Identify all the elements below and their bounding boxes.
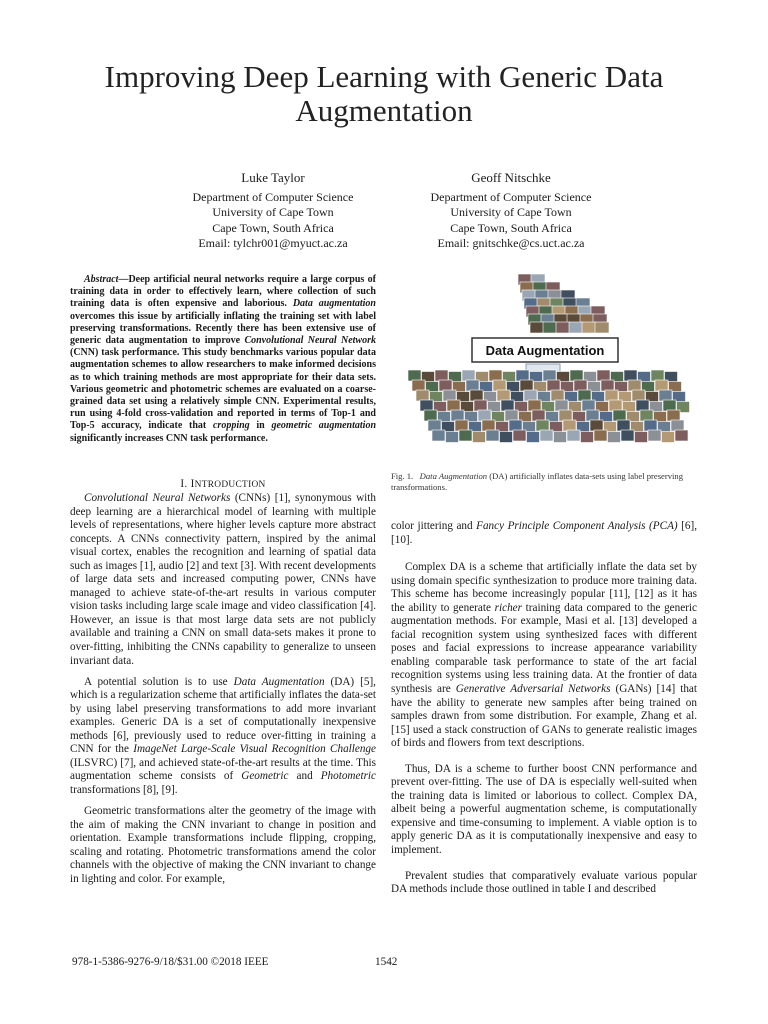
paragraph-text: Complex DA is a scheme that artificially inflate the data set by using domain specific synthesization to produce more training data. This scheme has become increasingly popular [11], [12] as it has the ability to generate	[391, 561, 697, 614]
author-location: Cape Town, South Africa	[450, 220, 572, 235]
author-department: Department of Computer Science	[192, 189, 354, 204]
abstract-term: Convolutional Neural Network	[244, 335, 376, 347]
image-thumbnail	[556, 322, 570, 333]
image-thumbnail	[663, 400, 676, 411]
image-thumbnail	[489, 370, 502, 381]
author-department: Department of Computer Science	[430, 189, 592, 204]
paragraph-text: (GANs) [14] that have the ability to generate new samples after being trained on samples drawn from some distribution. For example, Zhang et al. [15] used a stack construction of GANs to generate realistic images of birds and flowers from text descriptions.	[391, 683, 698, 750]
image-thumbnail	[586, 410, 599, 421]
image-thumbnail	[636, 400, 649, 411]
image-thumbnail	[597, 370, 610, 381]
section-title-rest: NTRODUCTION	[194, 480, 266, 490]
image-thumbnail	[470, 390, 483, 401]
section-number: I.	[180, 478, 191, 490]
author-name: Luke Taylor	[241, 170, 305, 185]
input-image-stack	[518, 274, 609, 333]
image-thumbnail	[609, 400, 622, 411]
paper-title: Improving Deep Learning with Generic Data Augmentation	[104, 59, 664, 128]
image-thumbnail	[567, 430, 580, 441]
paragraph: Thus, DA is a scheme to further boost CNN performance and prevent over-fitting. The use of DA is especially well-suited when the training data is limited or laborious to collect. Complex DA, albeit being a powerful augmentation scheme, is computationally expensive and time-consuming to implement. A viable option is to apply generic DA as it is computationally inexpensive and easy to implement.	[391, 762, 697, 857]
author-university: University of Cape Town	[450, 205, 572, 219]
paragraph-text: transformations [8], [9].	[70, 783, 178, 796]
author-name: Geoff Nitschke	[471, 170, 551, 185]
image-thumbnail	[594, 430, 607, 441]
italic-term: richer	[494, 601, 522, 614]
paragraph-text: A potential solution is to use	[84, 675, 234, 688]
image-thumbnail	[671, 420, 684, 431]
paragraph-text: (DA) [5], which is a regularization scheme that artificially inflates the data-set by using label preserving transformations to add more invariant examples. Generic DA is a set of computationally inexpensive methods [6], previously used to reduce over-fitting in training a CNN for the	[70, 675, 376, 756]
augmentation-illustration	[400, 270, 690, 450]
italic-term: Geometric	[241, 770, 289, 783]
image-thumbnail	[520, 380, 533, 391]
image-thumbnail	[459, 430, 472, 441]
image-thumbnail	[462, 370, 475, 381]
section-title-initial: I	[190, 478, 195, 490]
image-thumbnail	[613, 410, 626, 421]
image-thumbnail	[555, 400, 568, 411]
image-thumbnail	[446, 432, 459, 443]
image-thumbnail	[595, 322, 609, 333]
image-thumbnail	[513, 430, 526, 441]
author-block-1	[158, 170, 388, 252]
paragraph-text: color jittering and	[391, 520, 477, 532]
image-thumbnail	[466, 380, 479, 391]
image-thumbnail	[635, 432, 648, 443]
paragraph	[391, 520, 697, 547]
italic-term: Generative Adversarial Networks	[455, 683, 611, 696]
image-thumbnail	[581, 432, 594, 443]
image-thumbnail	[554, 432, 567, 443]
image-thumbnail	[582, 400, 595, 411]
abstract-label: Abstract	[84, 274, 119, 285]
image-thumbnail	[412, 380, 425, 391]
author-email: Email: tylchr001@myuct.ac.za	[198, 236, 348, 250]
image-thumbnail	[590, 420, 603, 431]
image-thumbnail	[536, 420, 549, 431]
abstract	[70, 274, 376, 445]
left-column-body	[70, 492, 376, 894]
image-thumbnail	[432, 430, 445, 441]
image-thumbnail	[624, 370, 637, 381]
image-thumbnail	[605, 390, 618, 401]
italic-term: Convolutional Neural Networks	[84, 492, 231, 504]
author-location: Cape Town, South Africa	[212, 220, 334, 235]
image-thumbnail	[478, 410, 491, 421]
image-thumbnail	[578, 390, 591, 401]
image-thumbnail	[408, 370, 421, 381]
image-thumbnail	[455, 420, 468, 431]
image-thumbnail	[527, 432, 540, 443]
italic-term: Photometric	[320, 770, 376, 783]
image-thumbnail	[563, 420, 576, 431]
image-thumbnail	[473, 432, 486, 443]
paragraph	[391, 561, 697, 751]
image-thumbnail	[570, 370, 583, 381]
paragraph-text: and	[288, 770, 321, 783]
abstract-term: geometric augmentation	[271, 420, 377, 432]
image-thumbnail	[530, 322, 544, 333]
image-thumbnail	[547, 380, 560, 391]
image-thumbnail	[439, 380, 452, 391]
italic-term: ImageNet Large-Scale Visual Recognition Challenge	[133, 743, 376, 756]
image-thumbnail	[662, 432, 675, 443]
image-thumbnail	[543, 370, 556, 381]
section-heading-introduction	[70, 478, 376, 490]
caption-text: (DA) artificially inflates data-sets using label preserving transformations.	[391, 471, 683, 492]
image-thumbnail	[551, 390, 564, 401]
footer-isbn: 978-1-5386-9276-9/18/$31.00 ©2018 IEEE	[72, 956, 269, 968]
image-thumbnail	[540, 430, 553, 441]
figure-label: Fig. 1.	[391, 471, 414, 481]
image-thumbnail	[621, 430, 634, 441]
data-augmentation-box	[472, 338, 618, 362]
image-thumbnail	[435, 370, 448, 381]
image-thumbnail	[675, 430, 688, 441]
abstract-term: cropping	[212, 420, 250, 432]
image-thumbnail	[667, 410, 680, 421]
augmented-image-stack	[408, 370, 690, 443]
image-thumbnail	[601, 380, 614, 391]
paragraph	[70, 492, 376, 668]
abstract-text: —Deep artificial neural networks require a large corpus of training data in order to effectively learn, where collection of such training data is often expensive and laborious.	[70, 274, 376, 310]
image-thumbnail	[474, 400, 487, 411]
image-thumbnail	[486, 430, 499, 441]
figure-data-augmentation	[400, 270, 690, 450]
image-thumbnail	[500, 432, 513, 443]
paragraph: Geometric transformations alter the geometry of the image with the aim of making the CNN invariant to change in position and orientation. Example transformations include flipping, cropping, scaling and rotating. Photometric transformations amend the color channels with the objective of making the CNN invariant to change in lighting and color. For example,	[70, 805, 376, 885]
image-thumbnail	[628, 380, 641, 391]
image-thumbnail	[528, 400, 541, 411]
abstract-term: Data augmentation	[292, 298, 376, 310]
image-thumbnail	[640, 410, 653, 421]
paragraph: Prevalent studies that comparatively evaluate various popular DA methods include those outlined in table I and described	[391, 869, 697, 896]
image-thumbnail	[659, 390, 672, 401]
image-thumbnail	[617, 420, 630, 431]
italic-term: Data Augmentation	[233, 675, 325, 688]
image-thumbnail	[532, 410, 545, 421]
author-university: University of Cape Town	[212, 205, 334, 219]
page-number: 1542	[375, 956, 398, 968]
image-thumbnail	[569, 322, 583, 333]
image-thumbnail	[648, 430, 661, 441]
italic-term: Fancy Principle Component Analysis (PCA)	[476, 520, 678, 532]
abstract-text: (CNN) task performance. This study benchmarks various popular data augmentation schemes to allow researchers to make informed decisions as to which training methods are most appropriate for their data sets. Various geometric and photometric schemes are evaluated on a coarse-grained data set using a relatively simple CNN. Experimental results, run using 4-fold cross-validation and reported in terms of Top-1 and Top-5 accuracy, indicate that	[70, 347, 376, 432]
figure-caption	[391, 471, 697, 492]
image-thumbnail	[582, 322, 596, 333]
image-thumbnail	[451, 410, 464, 421]
image-thumbnail	[501, 400, 514, 411]
data-augmentation-label: Data Augmentation	[485, 343, 605, 358]
image-thumbnail	[428, 420, 441, 431]
image-thumbnail	[416, 390, 429, 401]
paragraph-text: (ILSVRC) [7], and achieved state-of-the-art results at the time. This augmentation scheme consists of	[70, 756, 376, 783]
image-thumbnail	[516, 370, 529, 381]
image-thumbnail	[482, 420, 495, 431]
image-thumbnail	[608, 432, 621, 443]
abstract-text: significantly increases CNN task performance.	[70, 432, 268, 444]
image-thumbnail	[574, 380, 587, 391]
image-thumbnail	[493, 380, 506, 391]
image-thumbnail	[497, 390, 510, 401]
image-thumbnail	[424, 410, 437, 421]
image-thumbnail	[420, 400, 433, 411]
image-thumbnail	[655, 380, 668, 391]
image-thumbnail	[505, 410, 518, 421]
italic-term: Data Augmentation	[419, 471, 488, 481]
author-email: Email: gnitschke@cs.uct.ac.za	[437, 236, 585, 250]
paragraph-text: training data compared to the generic augmentation methods. For example, Masi et al. [13] developed a facial recognition system using synthesized faces with different poses and facial expressions to increase appearance variability enabling comparable task performance to state of the art facial recognition systems using less training data. At the frontier of data synthesis are	[391, 601, 697, 696]
paragraph-text: (CNNs) [1], synonymous with deep learning are a hierarchical model of learning with multiple levels of representations, where higher levels capture more abstract concepts. A CNNs connectivity pattern, inspired by the animal visual cortex, enables the recognition and learning of spatial data such as images [1], audio [2] and text [3]. With recent developments of large data sets and increased computing power, CNNs have managed to achieve state-of-the-art results in various computer vision tasks including large scale image and video classification [4]. However, an issue is that most large data sets are not publicly available and training a CNN on small data-sets makes it prone to over-fitting, inhibiting the CNNs capability to generalize to unseen invariant data.	[70, 492, 376, 667]
image-thumbnail	[651, 370, 664, 381]
author-block-2	[396, 170, 626, 252]
right-column-body	[391, 520, 697, 904]
image-thumbnail	[559, 410, 572, 421]
image-thumbnail	[632, 390, 645, 401]
image-thumbnail	[543, 322, 557, 333]
image-thumbnail	[524, 390, 537, 401]
image-thumbnail	[644, 420, 657, 431]
paragraph	[70, 676, 376, 798]
image-thumbnail	[443, 390, 456, 401]
image-thumbnail	[509, 420, 522, 431]
abstract-text: overcomes this issue by artificially inflating the training set with label preserving transformations. Recently there has been extensive use of generic data augmentation to improve	[70, 310, 376, 347]
paragraph-text: [6], [10].	[391, 520, 697, 546]
abstract-text: in	[249, 420, 272, 432]
image-thumbnail	[447, 400, 460, 411]
